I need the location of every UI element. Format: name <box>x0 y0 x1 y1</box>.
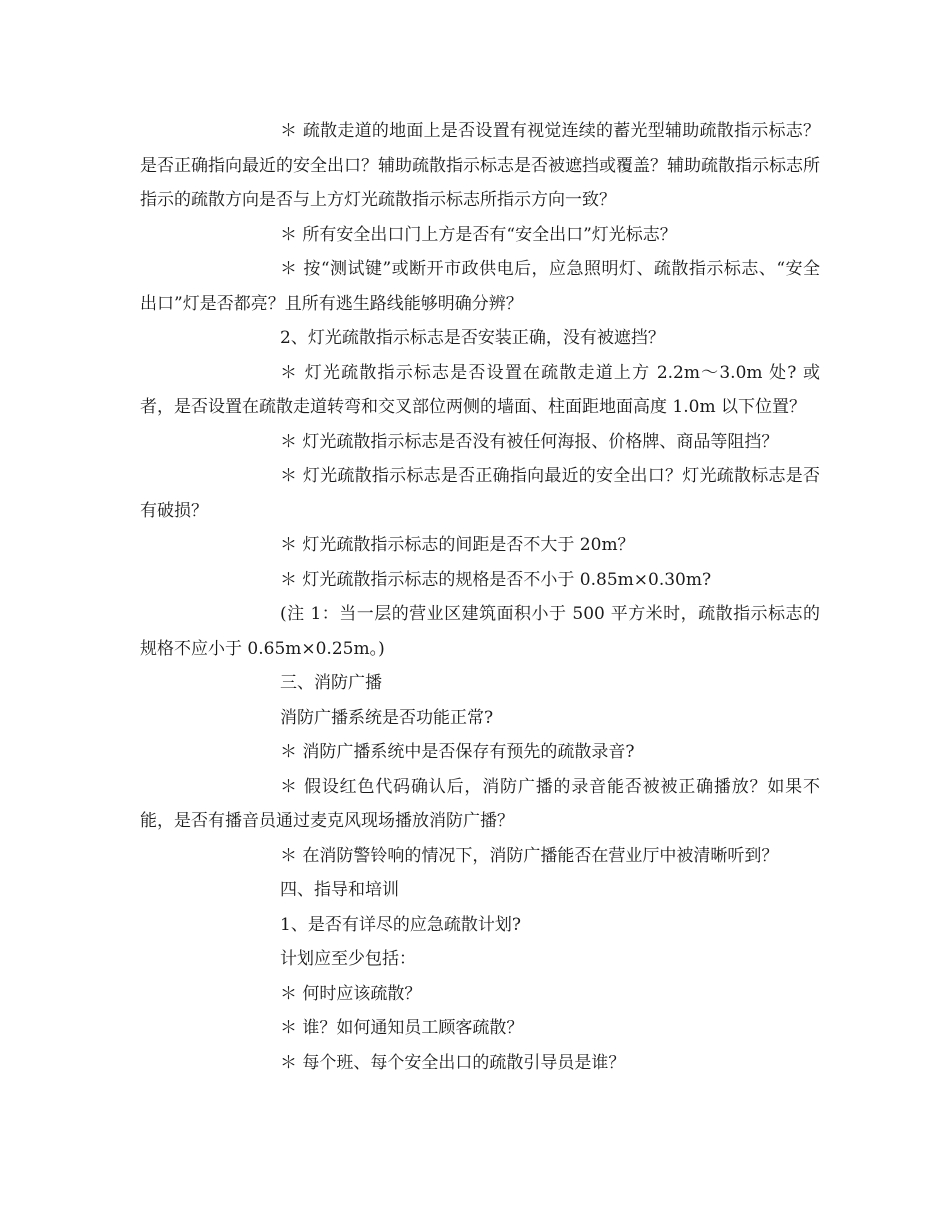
paragraph: ＊ 灯光疏散指示标志是否设置在疏散走道上方 2.2m～3.0m 处? 或者，是否设置在疏散走道转弯和交叉部位两侧的墙面、柱面距地面高度 1.0m 以下位置？ <box>140 362 820 417</box>
paragraph: ＊ 灯光疏散指示标志是否没有被任何海报、价格牌、商品等阻挡？ <box>280 431 779 452</box>
list-item: ＊ 谁？如何通知员工顾客疏散？ <box>280 1018 524 1038</box>
list-item: ＊ 每个班、每个安全出口的疏散引导员是谁？ <box>280 1052 626 1073</box>
paragraph: ＊ 灯光疏散指示标志是否正确指向最近的安全出口？灯光疏散标志是否有破损？ <box>140 466 820 521</box>
paragraph: ＊ 消防广播系统中是否保存有预先的疏散录音? <box>280 742 635 762</box>
paragraph: 1、是否有详尽的应急疏散计划? <box>280 914 521 935</box>
paragraph: 消防广播系统是否功能正常? <box>280 707 494 728</box>
paragraph: ＊ 所有安全出口门上方是否有“安全出口”灯光标志？ <box>280 224 677 245</box>
paragraph: 2、灯光疏散指示标志是否安装正确，没有被遮挡？ <box>280 328 665 348</box>
paragraph: ＊ 疏散走道的地面上是否设置有视觉连续的蓄光型辅助疏散指示标志？是否正确指向最近的安全出口？辅助疏散指示标志是否被遮挡或覆盖？辅助疏散指示标志所指示的疏散方向是否与上方灯光疏散指示标志所指示方向一致？ <box>140 121 820 210</box>
paragraph: ＊ 灯光疏散指示标志的间距是否不大于 20m？ <box>280 535 635 555</box>
document-body <box>140 114 820 1080</box>
paragraph: ＊ 按“测试键”或断开市政供电后，应急照明灯、疏散指示标志、“安全出口”灯是否都亮？且所有逃生路线能够明确分辨？ <box>140 259 820 314</box>
paragraph: ＊ 假设红色代码确认后，消防广播的录音能否被被正确播放？如果不能，是否有播音员通过麦克风现场播放消防广播？ <box>140 776 820 831</box>
paragraph: 计划应至少包括： <box>280 949 416 969</box>
section-heading: 三、消防广播 <box>280 673 382 693</box>
paragraph: (注 1：当一层的营业区建筑面积小于 500 平方米时，疏散指示标志的规格不应小于 0.65m×0.25m。) <box>140 604 820 659</box>
paragraph: ＊ 灯光疏散指示标志的规格是否不小于 0.85m×0.30m? <box>280 569 712 590</box>
list-item: ＊ 何时应该疏散？ <box>280 983 422 1004</box>
paragraph: ＊ 在消防警铃响的情况下，消防广播能否在营业厅中被清晰听到？ <box>280 845 779 866</box>
section-heading: 四、指导和培训 <box>280 880 399 900</box>
